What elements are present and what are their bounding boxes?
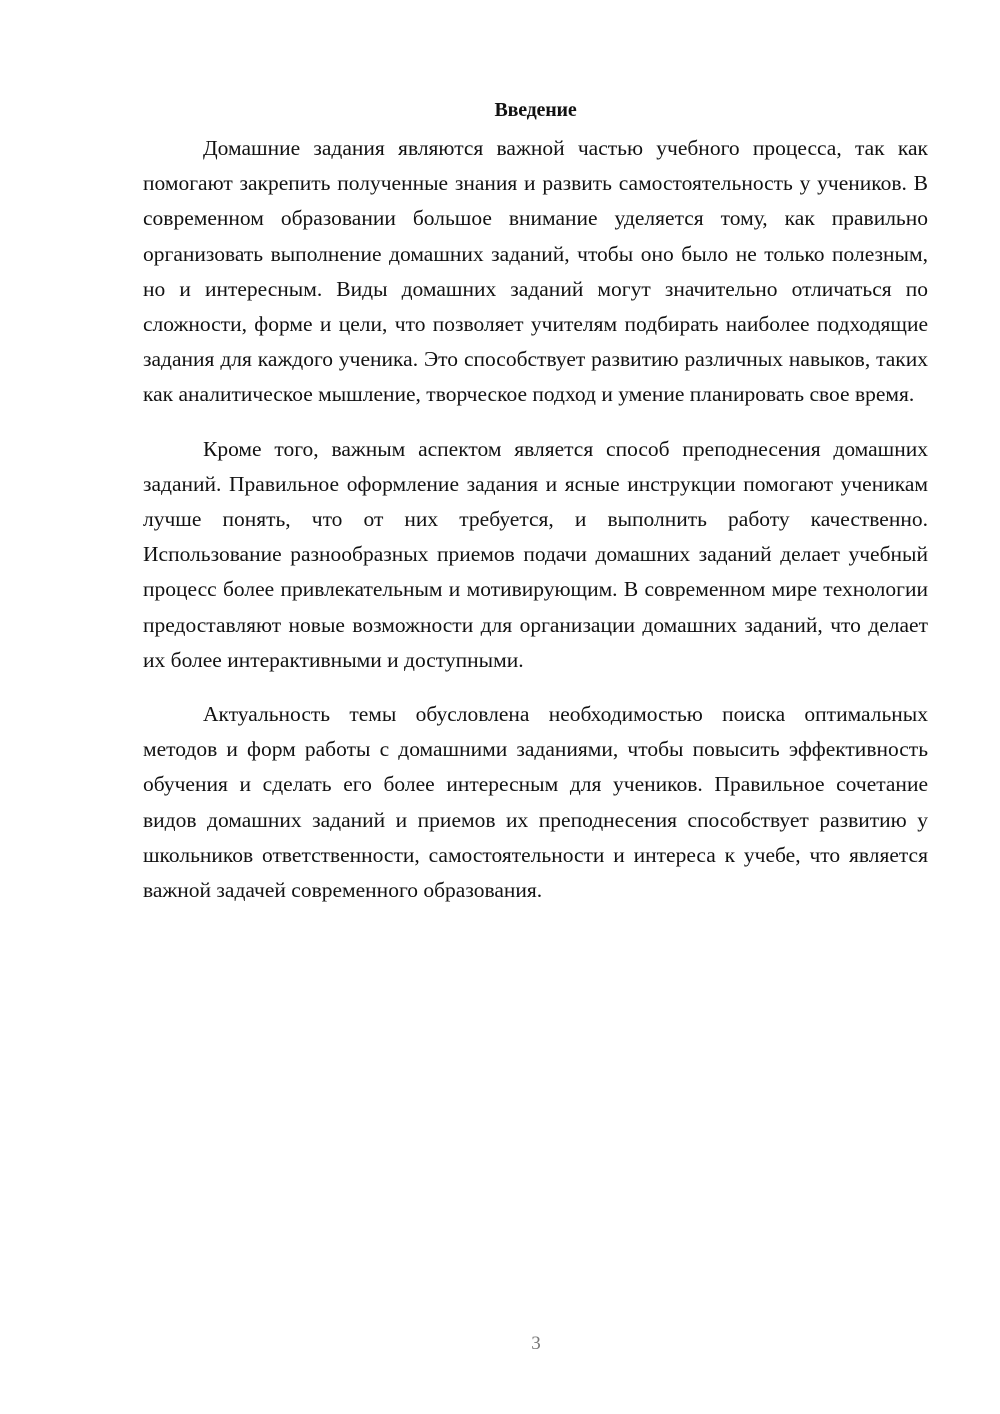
paragraph-3: Актуальность темы обусловлена необходимостью поиска оптимальных методов и форм работы с домашними заданиями, чтобы повысить эффективность обучения и сделать его более интересным для учеников. Правильное сочетание видов домашних заданий и приемов их преподнесения способствует развитию у школьников ответственности, самостоятельности и интереса к учебе, что является важной задачей современного образования. <box>143 702 928 903</box>
paragraph-1: Домашние задания являются важной частью учебного процесса, так как помогают закрепить полученные знания и развить самостоятельность у учеников. В современном образовании большое внимание уделяется тому, как правильно организовать выполнение домашних заданий, чтобы оно было не только полезным, но и интересным. Виды домашних заданий могут значительно отличаться по сложности, форме и цели, что позволяет учителям подбирать наиболее подходящие задания для каждого ученика. Это способствует развитию различных навыков, таких как аналитическое мышление, творческое подход и умение планировать свое время. <box>143 136 928 407</box>
paragraph-2: Кроме того, важным аспектом является способ преподнесения домашних заданий. Правильное оформление задания и ясные инструкции помогают ученикам лучше понять, что от них требуется, и выполнить работу качественно. Использование разнообразных приемов подачи домашних заданий делает учебный процесс более привлекательным и мотивирующим. В современном мире технологии предоставляют новые возможности для организации домашних заданий, что делает их более интерактивными и доступными. <box>143 436 928 672</box>
page-content <box>143 95 928 908</box>
section-title: Введение <box>494 99 577 121</box>
page-number: 3 <box>531 1333 541 1354</box>
